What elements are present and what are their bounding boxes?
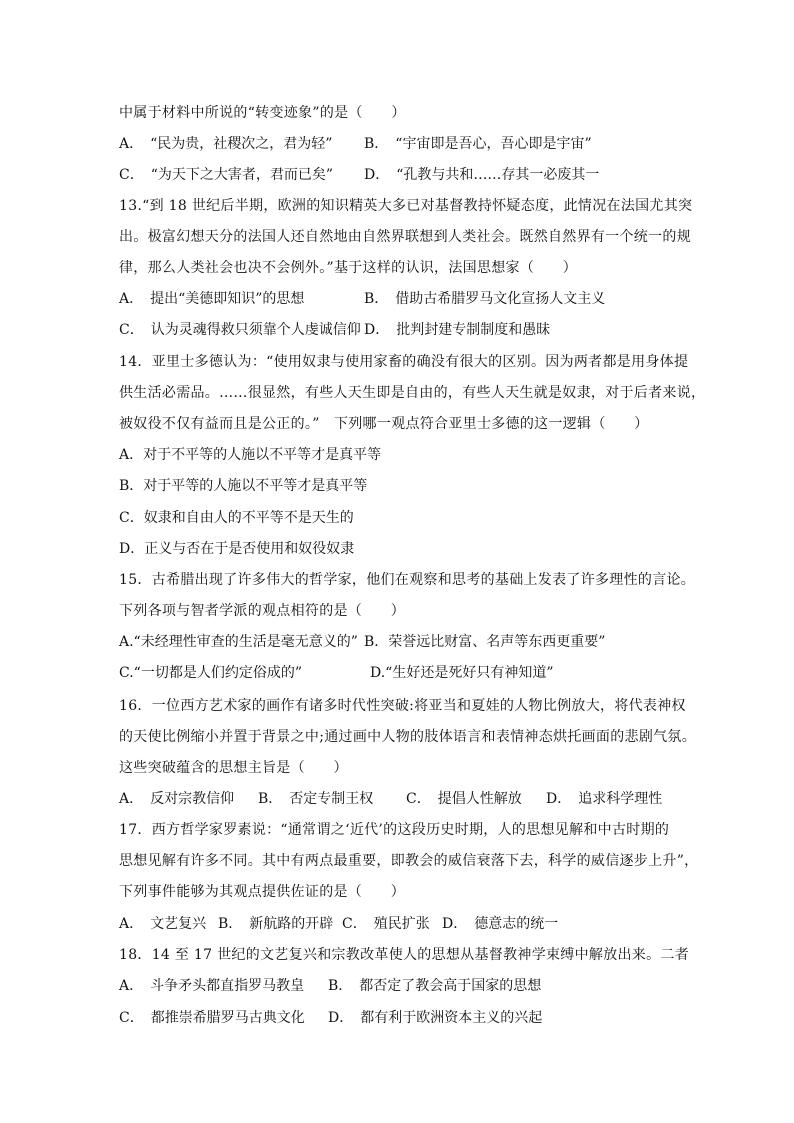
q17-option-b: B． 新航路的开辟 — [218, 916, 334, 932]
q16-option-c: C． 提倡人性解放 — [406, 791, 522, 807]
q12-option-a: A． “民为贵，社稷次之，君为轻” — [119, 136, 333, 152]
q16-stem-line-2: 的天使比例缩小并置于背景之中;通过画中人物的肢体语言和表情神态烘托画面的悲剧气氛。 — [119, 729, 697, 745]
q14-option-d: D．正义与否在于是否使用和奴役奴隶 — [119, 541, 355, 557]
q14-stem-line-2: 供生活必需品。……很显然，有些人天生即是自由的，有些人天生就是奴隶，对于后者来说， — [119, 385, 706, 401]
q12-option-b: B． “宇宙即是吾心，吾心即是宇宙” — [364, 136, 592, 152]
q12-stem-tail: 中属于材料中所说的“转变迹象”的是（ ） — [119, 105, 406, 121]
q16-option-b: B． 否定专制王权 — [258, 791, 374, 807]
q12-option-d: D． “孔教与共和……存其一必废其一 — [364, 167, 600, 183]
q15-option-a: A.“未经理性审查的生活是毫无意义的” — [119, 634, 358, 650]
q15-stem-line-2: 下列各项与智者学派的观点相符的是（ ） — [119, 603, 405, 619]
q16-stem-line-1: 16．一位西方艺术家的画作有诸多时代性突破:将亚当和夏娃的人物比例放大，将代表神权 — [119, 698, 686, 714]
q18-option-c: C． 都推崇希腊罗马古典文化 — [119, 1010, 305, 1026]
q14-option-b: B．对于平等的人施以不平等才是真平等 — [119, 478, 368, 494]
q17-option-a: A． 文艺复兴 — [119, 916, 207, 932]
q14-option-c: C．奴隶和自由人的不平等不是天生的 — [119, 510, 354, 526]
q14-option-a: A．对于不平等的人施以不平等才是真平等 — [119, 447, 382, 463]
q15-option-c: C.“一切都是人们约定俗成的” — [119, 665, 302, 681]
q12-option-c: C． “为天下之大害者，君而已矣” — [119, 167, 334, 183]
q17-stem-line-3: 下列事件能够为其观点提供佐证的是（ ） — [119, 884, 405, 900]
q15-option-d: D.“生好还是死好只有神知道” — [370, 665, 554, 681]
q16-option-d: D． 追求科学理性 — [546, 791, 663, 807]
q13-option-c: C． 认为灵魂得救只须靠个人虔诚信仰 — [119, 322, 361, 338]
q13-stem-line-2: 出。极富幻想天分的法国人还自然地由自然界联想到人类社会。既然自然界有一个统一的规 — [119, 229, 691, 245]
q17-option-d: D． 德意志的统一 — [442, 916, 559, 932]
q18-option-a: A． 斗争矛头都直指罗马教皇 — [119, 978, 305, 994]
q15-option-b: B．荣誉远比财富、名声等东西更重要” — [364, 634, 606, 650]
q18-option-d: D． 都有利于欧洲资本主义的兴起 — [328, 1010, 543, 1026]
q13-option-d: D． 批判封建专制制度和愚昧 — [364, 322, 551, 338]
q17-option-c: C． 殖民扩张 — [342, 916, 430, 932]
q16-stem-line-3: 这些突破蕴含的思想主旨是（ ） — [119, 760, 348, 776]
q14-stem-line-1: 14．亚里士多德认为：“使用奴隶与使用家畜的确没有很大的区别。因为两者都是用身体提 — [119, 354, 689, 370]
q14-stem-line-3: 被奴役不仅有益而且是公正的。” 下列哪一观点符合亚里士多德的这一逻辑（ ） — [119, 416, 649, 432]
q13-stem-line-1: 13.“到 18 世纪后半期，欧洲的知识精英大多已对基督教持怀疑态度，此情况在法国尤其突 — [119, 198, 693, 214]
q13-option-a: A． 提出“美德即知识”的思想 — [119, 291, 305, 307]
q15-stem-line-1: 15．古希腊出现了许多伟大的哲学家，他们在观察和思考的基础上发表了许多理性的言论。 — [119, 572, 696, 588]
q18-stem-line-1: 18．14 至 17 世纪的文艺复兴和宗教改革使人的思想从基督教神学束缚中解放出来。二者 — [119, 947, 689, 963]
q13-option-b: B． 借助古希腊罗马文化宣扬人文主义 — [364, 291, 606, 307]
q17-stem-line-1: 17．西方哲学家罗素说：“通常谓之‘近代’的这段历史时期，人的思想见解和中古时期的 — [119, 822, 670, 838]
q17-stem-line-2: 思想见解有许多不同。其中有两点最重要，即教会的威信衰落下去，科学的威信逐步上升”， — [119, 853, 699, 869]
q18-option-b: B． 都否定了教会高于国家的思想 — [328, 978, 542, 994]
q13-stem-line-3: 律，那么人类社会也决不会例外。”基于这样的认识，法国思想家（ ） — [119, 260, 578, 276]
q16-option-a: A． 反对宗教信仰 — [119, 791, 235, 807]
